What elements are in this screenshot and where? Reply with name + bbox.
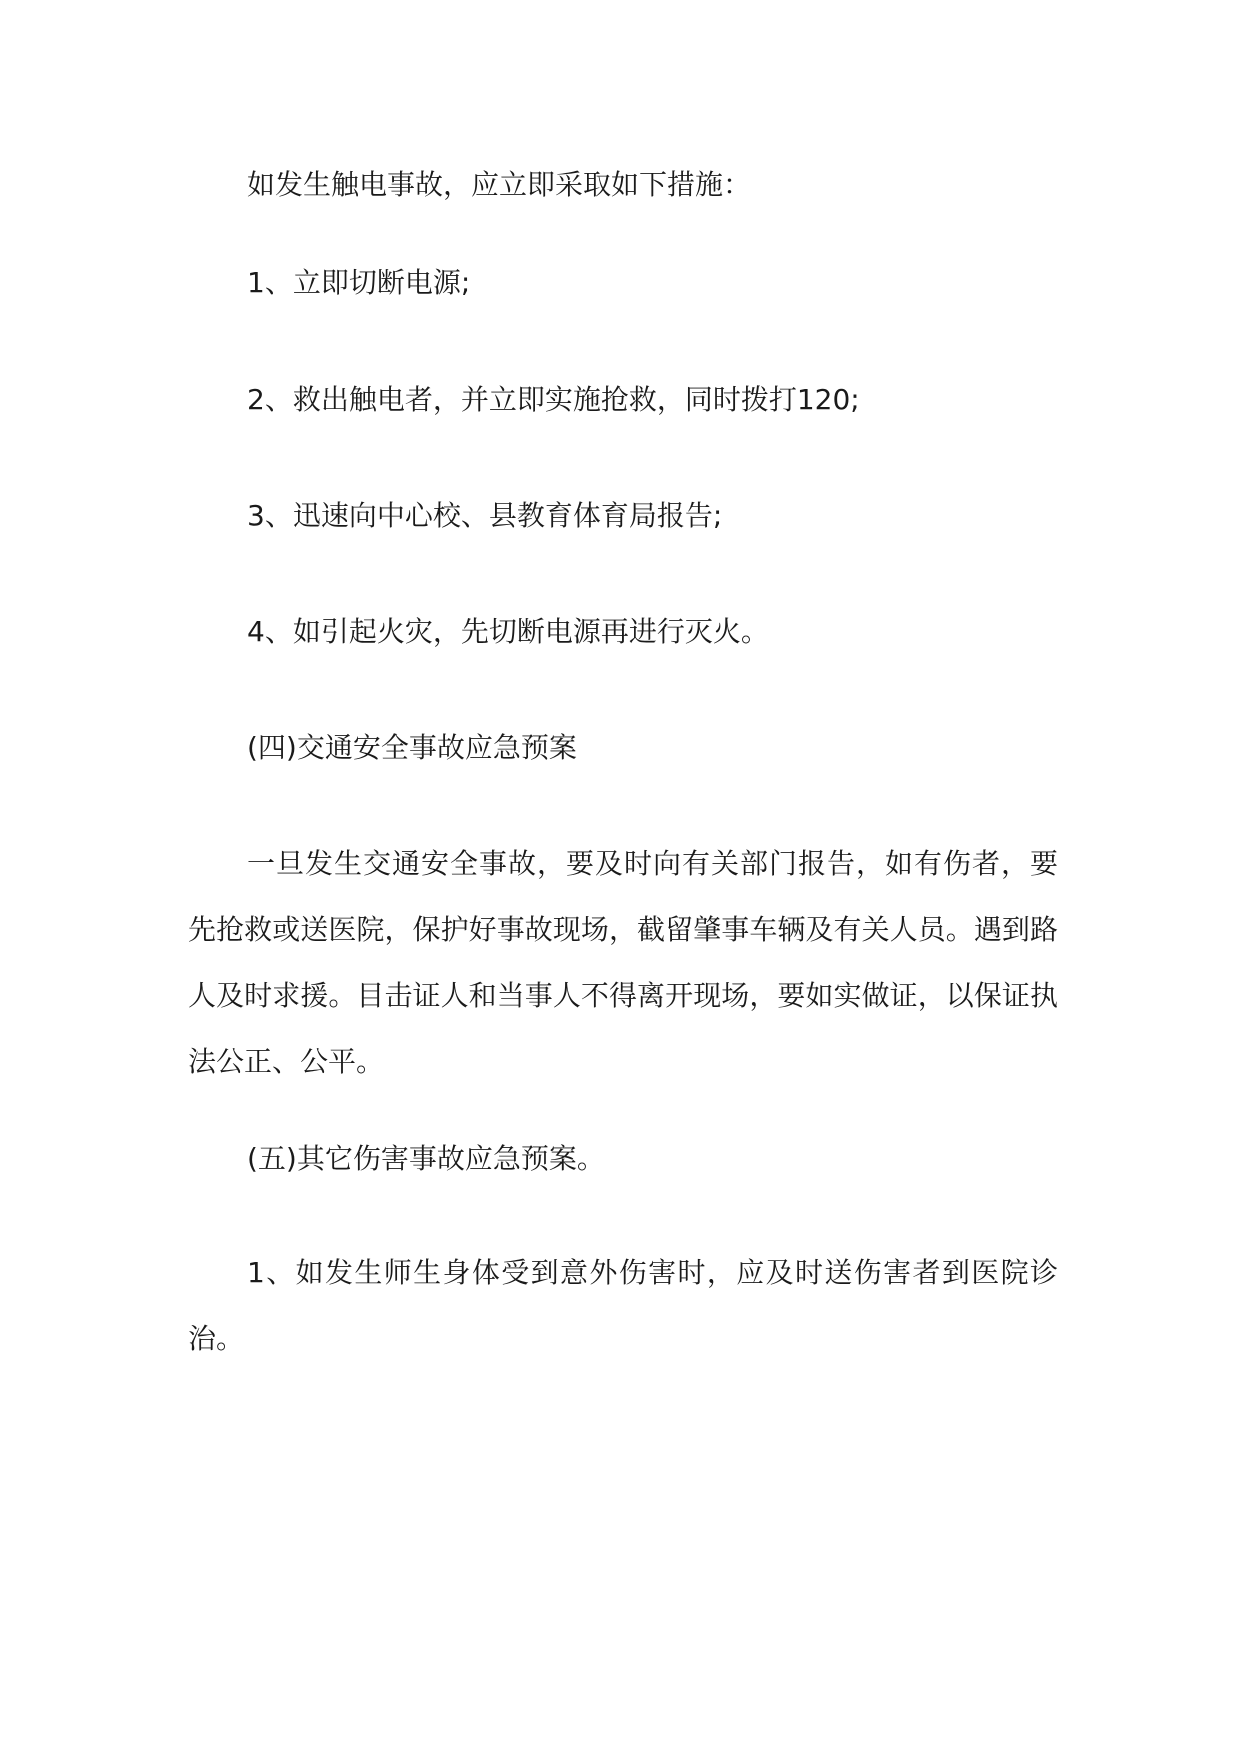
paragraph-traffic-body: 一旦发生交通安全事故，要及时向有关部门报告，如有伤者，要先抢救或送医院，保护好事故现场，截留肇事车辆及有关人员。遇到路人及时求援。目击证人和当事人不得离开现场，要如实做证，以保证执法公正、公平。 <box>188 847 1058 1078</box>
paragraph-step-2: 2、救出触电者，并立即实施抢救，同时拨打120; <box>247 383 860 416</box>
paragraph-step-1: 1、立即切断电源; <box>247 266 471 299</box>
paragraph-injury-step-1: 1、如发生师生身体受到意外伤害时，应及时送伤害者到医院诊治。 <box>188 1256 1058 1355</box>
section-heading-other-injury: (五)其它伤害事故应急预案。 <box>247 1142 605 1175</box>
document-page <box>188 0 1058 1754</box>
paragraph-electric-intro: 如发生触电事故，应立即采取如下措施： <box>247 168 752 201</box>
paragraph-step-4: 4、如引起火灾，先切断电源再进行灭火。 <box>247 615 769 648</box>
paragraph-step-3: 3、迅速向中心校、县教育体育局报告; <box>247 499 723 532</box>
section-heading-traffic: (四)交通安全事故应急预案 <box>247 731 577 764</box>
